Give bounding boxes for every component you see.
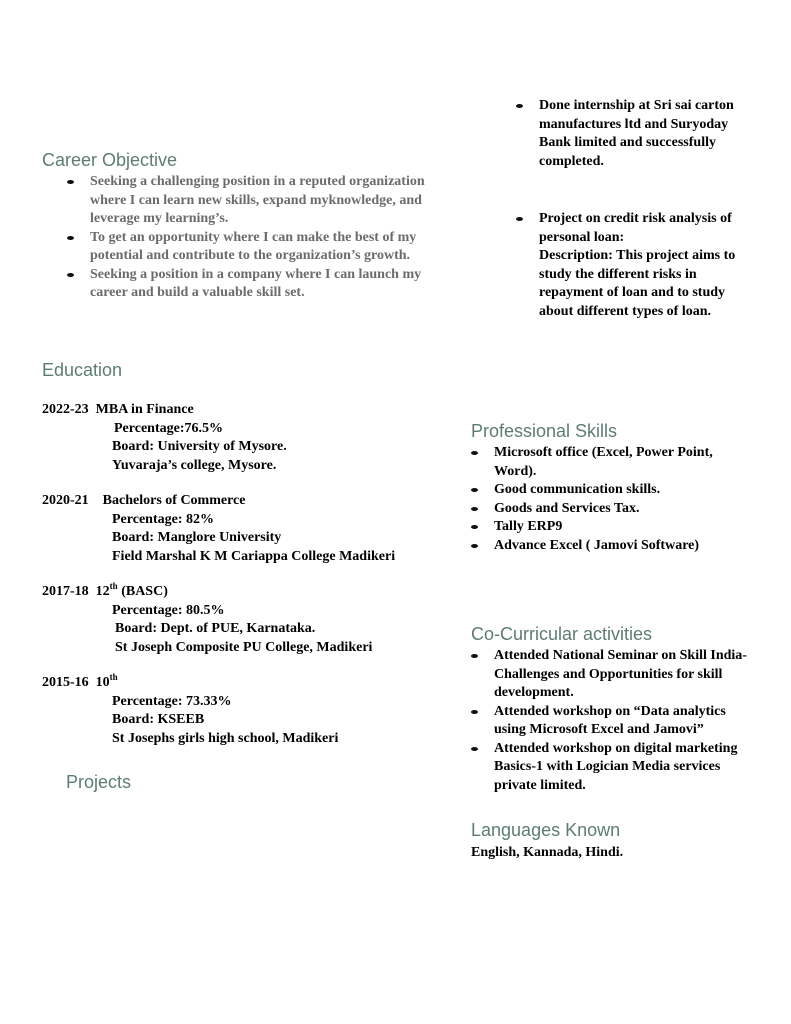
education-percentage: Percentage: 73.33% xyxy=(112,693,232,709)
list-item: Goods and Services Tax. xyxy=(468,500,748,519)
education-institution: St Joseph Composite PU College, Madikeri xyxy=(115,639,373,655)
education-entry-header xyxy=(42,401,194,420)
list-item: Attended National Seminar on Skill India- Challenges and Opportunities for skill development. xyxy=(468,647,758,703)
list-item: Seeking a challenging position in a reputed organization where I can learn new skills, expand myknowledge, and leverage my learning’s. xyxy=(64,173,454,229)
list-item: Attended workshop on “Data analytics using Microsoft Excel and Jamovi” xyxy=(468,703,758,740)
education-percentage: Percentage:76.5% xyxy=(114,420,223,436)
education-board: Board: KSEEB xyxy=(112,712,205,727)
co-curricular-heading: Co-Curricular activities xyxy=(471,624,653,644)
co-curricular-list xyxy=(468,647,758,795)
education-year: 2017-18 xyxy=(42,584,89,599)
list-item: Good communication skills. xyxy=(468,481,748,500)
education-degree: Bachelors of Commerce xyxy=(102,493,246,508)
projects-list xyxy=(513,97,753,171)
education-percentage: Percentage: 82% xyxy=(112,511,214,527)
list-item: To get an opportunity where I can make the best of my potential and contribute to the organization’s growth. xyxy=(64,229,454,266)
bullet-icon xyxy=(471,747,478,751)
list-item: Advance Excel ( Jamovi Software) xyxy=(468,537,748,556)
education-year: 2022-23 xyxy=(42,402,89,417)
bullet-icon xyxy=(67,180,74,184)
education-degree: 10 xyxy=(95,675,110,690)
professional-skills-list xyxy=(468,444,748,555)
languages-text: English, Kannada, Hindi. xyxy=(471,845,624,860)
bullet-icon xyxy=(471,544,478,548)
education-entry-header xyxy=(42,674,118,693)
education-degree-sup: th xyxy=(109,672,118,682)
bullet-icon xyxy=(516,104,523,108)
education-degree-sup: th xyxy=(109,581,118,591)
education-entry-header xyxy=(42,583,168,602)
education-year: 2020-21 xyxy=(42,493,89,508)
list-item: Attended workshop on digital marketing Basics-1 with Logician Media services private limited. xyxy=(468,740,758,796)
education-year: 2015-16 xyxy=(42,675,89,690)
list-item: Microsoft office (Excel, Power Point, Word). xyxy=(468,444,748,481)
education-percentage: Percentage: 80.5% xyxy=(112,602,225,618)
list-item xyxy=(513,210,753,321)
bullet-icon xyxy=(516,217,523,221)
education-entry-header xyxy=(42,492,245,511)
education-section xyxy=(42,401,442,761)
project-detail-list xyxy=(513,210,753,321)
list-item: Seeking a position in a company where I can launch my career and build a valuable skill set. xyxy=(64,266,454,303)
bullet-icon xyxy=(471,451,478,455)
bullet-icon xyxy=(471,525,478,529)
list-item xyxy=(513,97,753,171)
education-degree: MBA in Finance xyxy=(95,402,194,417)
professional-skills-heading: Professional Skills xyxy=(471,421,618,441)
education-degree-suffix: (BASC) xyxy=(117,584,168,599)
bullet-icon xyxy=(471,507,478,511)
career-objective-list xyxy=(64,173,454,303)
projects-heading: Projects xyxy=(66,772,132,792)
list-item: Tally ERP9 xyxy=(468,518,748,537)
education-institution: Field Marshal K M Cariappa College Madikeri xyxy=(112,548,396,564)
languages-heading: Languages Known xyxy=(471,820,621,840)
bullet-icon xyxy=(471,710,478,714)
education-institution: St Josephs girls high school, Madikeri xyxy=(112,730,339,746)
internship-text: Done internship at Sri sai carton manufactures ltd and Suryoday Bank limited and successfully completed. xyxy=(539,98,734,169)
education-board: Board: University of Mysore. xyxy=(112,439,287,454)
project-description: Description: This project aims to study the different risks in repayment of loan and to study about different types of loan. xyxy=(539,248,736,319)
bullet-icon xyxy=(67,273,74,277)
career-objective-heading: Career Objective xyxy=(42,150,178,170)
education-heading: Education xyxy=(42,360,123,380)
education-degree: 12 xyxy=(95,584,110,599)
bullet-icon xyxy=(471,654,478,658)
education-board: Board: Manglore University xyxy=(112,530,282,545)
education-board: Board: Dept. of PUE, Karnataka. xyxy=(115,621,316,636)
project-title: Project on credit risk analysis of personal loan: xyxy=(539,211,732,245)
education-institution: Yuvaraja’s college, Mysore. xyxy=(112,457,277,473)
bullet-icon xyxy=(471,488,478,492)
bullet-icon xyxy=(67,236,74,240)
